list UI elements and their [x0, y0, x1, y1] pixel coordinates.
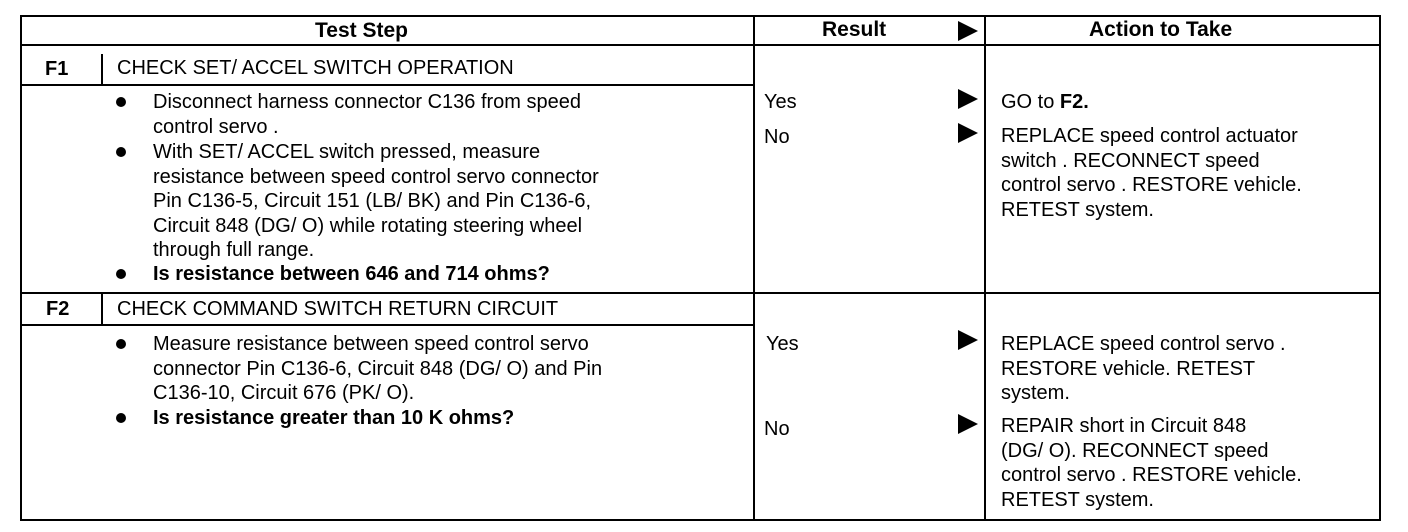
f2-title-rule	[20, 324, 755, 326]
arrow-icon	[958, 330, 978, 350]
header-action: Action to Take	[1089, 18, 1233, 41]
header-arrow-icon	[958, 21, 978, 41]
arrow-icon	[958, 414, 978, 434]
f1-result-no: No	[764, 126, 790, 148]
f2-action-yes: REPLACE speed control servo . RESTORE vehicle. RETEST system.	[1001, 333, 1286, 404]
step-id-divider-f1	[101, 54, 103, 84]
arrow-icon	[958, 89, 978, 109]
f1-action-yes: GO to F2.	[1001, 91, 1089, 113]
arrow-icon	[958, 123, 978, 143]
f1-question: Is resistance between 646 and 714 ohms?	[153, 263, 550, 285]
f1-bullet-1: Disconnect harness connector C136 from speed control servo .	[153, 91, 582, 138]
f1-title-rule	[20, 84, 755, 86]
bullet-icon	[116, 339, 126, 349]
f1-result-yes: Yes	[764, 91, 797, 113]
step-title-f1: CHECK SET/ ACCEL SWITCH OPERATION	[117, 57, 514, 79]
result-column-divider	[753, 15, 755, 521]
bullet-icon	[116, 269, 126, 279]
f2-result-yes: Yes	[766, 333, 799, 355]
f2-action-no: REPAIR short in Circuit 848 (DG/ O). RECONNECT speed control servo . RESTORE vehicle. RETEST system.	[1001, 415, 1302, 511]
step-title-f2: CHECK COMMAND SWITCH RETURN CIRCUIT	[117, 298, 559, 320]
bullet-icon	[116, 97, 126, 107]
step-id-divider-f2	[101, 294, 103, 324]
f1-bullet-2: With SET/ ACCEL switch pressed, measure resistance between speed control servo connector Pin C136-5, Circuit 151 (LB/ BK) and Pin C136-6, Circuit 848 (DG/ O) while rotating steering wheel through full range.	[153, 141, 599, 261]
f1-action-no: REPLACE speed control actuator switch . RECONNECT speed control servo . RESTORE vehicle. RETEST system.	[1001, 125, 1302, 221]
step-id-f1: F1	[45, 58, 69, 80]
bullet-icon	[116, 413, 126, 423]
f2-question: Is resistance greater than 10 K ohms?	[153, 407, 515, 429]
f2-result-no: No	[764, 418, 790, 440]
step-id-f2: F2	[46, 298, 70, 320]
action-column-divider	[984, 15, 986, 521]
header-rule	[20, 44, 1381, 46]
header-test-step: Test Step	[315, 19, 408, 42]
header-result: Result	[822, 18, 887, 41]
f2-bullet-1: Measure resistance between speed control servo connector Pin C136-6, Circuit 848 (DG/ O) and Pin C136-10, Circuit 676 (PK/ O).	[153, 333, 603, 404]
step-separator-rule	[20, 292, 1381, 294]
bullet-icon	[116, 147, 126, 157]
